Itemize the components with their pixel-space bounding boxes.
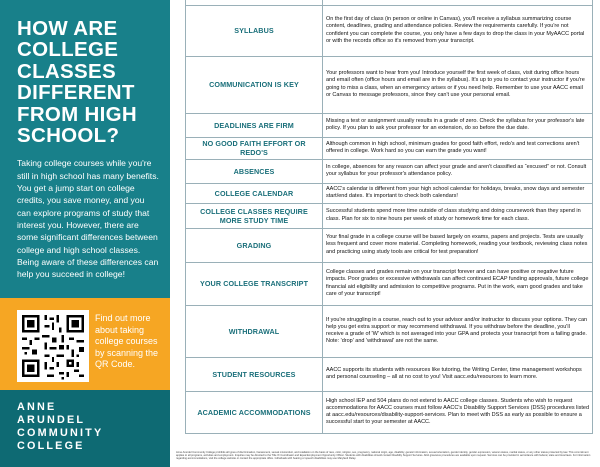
- table-row: [186, 159, 593, 183]
- row-topic: STUDENT RESOURCES: [186, 357, 323, 391]
- logo-line: COLLEGE: [17, 439, 85, 452]
- differences-table: [185, 0, 593, 434]
- table-row: [186, 305, 593, 357]
- logo-line: ARUNDEL: [17, 413, 86, 426]
- table-row: [186, 203, 593, 228]
- table-row: [186, 5, 593, 56]
- table-row: [186, 183, 593, 203]
- qr-code-graphic: [17, 310, 89, 382]
- intro-paragraph: Taking college courses while you're still in high school has many benefits. You get a jump start on college credits, you save money, and you can explore programs of study that interest you. However, there are some significant differences between college and high school classes. Being aware of these differences can help you succeed in college!: [17, 158, 159, 280]
- row-topic: ACADEMIC ACCOMMODATIONS: [186, 391, 323, 433]
- row-description: Successful students spend more time outside of class studying and doing coursework than they spend in class. Plan for six to nine hours per week of study or homework time for each class.: [323, 203, 593, 228]
- row-description: Your professors want to hear from you! Introduce yourself the first week of class, visit during office hours and email often (office hours and email are in the syllabus). It's up to you to contact your instructor if you're going to miss a class, when an emergency arises or if you need help. Remember to use your AACC email or Canvas to message professors, since they can't use your personal email.: [323, 56, 593, 113]
- row-description: High school IEP and 504 plans do not extend to AACC college classes. Students who wish to request accommodations for AACC courses must follow AACC's Disability Support Services (DSS) procedures listed at aacc.edu/resources/disability-support-services. Plan to meet with DSS as early as possible to ensure a successful start to your semester at AACC.: [323, 391, 593, 433]
- row-description: In college, absences for any reason can affect your grade and aren't classified as “excused” or not. Consult your syllabus for your professor's attendance policy.: [323, 159, 593, 183]
- row-description: AACC supports its students with resources like tutoring, the Writing Center, time management workshops and personal counseling – all at no cost to you! Visit aacc.edu/resources to learn more.: [323, 357, 593, 391]
- differences-table-wrapper: [185, 0, 593, 434]
- intro-block: [0, 0, 170, 298]
- title-line: CLASSES: [17, 59, 116, 83]
- table-row: [186, 56, 593, 113]
- logo-line: ANNE: [17, 401, 57, 413]
- table-row: [186, 391, 593, 433]
- table-row: [186, 137, 593, 159]
- row-topic: GRADING: [186, 228, 323, 262]
- title-line: FROM HIGH: [17, 102, 137, 126]
- row-topic: COMMUNICATION IS KEY: [186, 56, 323, 113]
- row-description: Although common in high school, minimum grades for good faith effort, redo's and test corrections aren't offered in college. Work hard so you can earn the grade you want!: [323, 137, 593, 159]
- table-row: [186, 228, 593, 262]
- left-panel: [0, 0, 178, 467]
- row-topic: SYLLABUS: [186, 5, 323, 56]
- table-row: [186, 357, 593, 391]
- legal-fine-print: Anne Arundel Community College prohibits all types of discrimination, harassment, sexual misconduct, and retaliation on the basis of race, color, religion, sex, pregnancy, national origin, age, disability, genetic information, sexual orientation, gender identity, gender expression, veteran status, marital status, or any other status protected by law. This commitment applies to all programs, activities and employment. Inquiries may be directed to the Title IX Coordinator and Equal Employment Opportunity Officer. Students with disabilities should contact Disability Support Services. ADA grievance procedures are available upon request. Services can be provided in accordance with federal, state and local laws. For information regarding accommodations, visit the college website or contact the appropriate office. Individuals with hearing or speech disabilities may use Maryland Relay.: [176, 451, 591, 461]
- title-line: SCHOOL?: [17, 124, 120, 148]
- row-description: AACC's calendar is different from your high school calendar for holidays, breaks, snow days and semester start/end dates. It's important to check both calendars!: [323, 183, 593, 203]
- row-topic: NO GOOD FAITH EFFORT OR REDO'S: [186, 137, 323, 159]
- row-description: College classes and grades remain on your transcript forever and can have positive or negative future impacts. Poor grades or excessive withdrawals can affect continued ECAP funding approvals, future college financial aid eligibility and admission to competitive programs. Put in the work, earn good grades and take care of your transcript!: [323, 262, 593, 305]
- title-line: HOW ARE: [17, 17, 118, 40]
- logo-line: COMMUNITY: [17, 426, 104, 439]
- row-description: If you're struggling in a course, reach out to your advisor and/or instructor to discuss your options. They can help you get extra support or may recommend withdrawal. If you withdraw before the deadline, you'll receive a grade of 'W' which is not averaged into your GPA and protects your transcript from a failing grade. Note: 'drop' and 'withdrawal' are not the same.: [323, 305, 593, 357]
- row-topic: YOUR COLLEGE TRANSCRIPT: [186, 262, 323, 305]
- qr-code-icon[interactable]: [17, 310, 89, 382]
- qr-block: [0, 298, 170, 390]
- title-line: COLLEGE: [17, 38, 119, 62]
- row-description: On the first day of class (in person or online in Canvas), you'll receive a syllabus summarizing course content, deadlines, grading and attendance policies. Review the requirements carefully. If you're not confident you can complete the course, you only have a few days to drop the class in your MyAACC portal or with the records office so it's removed from your transcript.: [323, 5, 593, 56]
- title-line: DIFFERENT: [17, 81, 135, 105]
- row-description: Your final grade in a college course will be based largely on exams, papers and projects. Tests are usually less frequent and cover more material. Completing homework, reading your textbook, reviewing class notes and practicing using study tools are critical for test preparation!: [323, 228, 593, 262]
- table-row: [186, 113, 593, 137]
- row-description: Missing a test or assignment usually results in a grade of zero. Check the syllabus for your professor's late policy. If you plan to ask your professor for an extension, do so before the due date.: [323, 113, 593, 137]
- page-title: [17, 18, 167, 146]
- row-topic: COLLEGE CALENDAR: [186, 183, 323, 203]
- logo-text: [17, 401, 103, 453]
- row-topic: COLLEGE CLASSES REQUIRE MORE STUDY TIME: [186, 203, 323, 228]
- table-row: [186, 262, 593, 305]
- qr-caption: Find out more about taking college courses by scanning the QR Code.: [95, 313, 159, 370]
- row-topic: DEADLINES ARE FIRM: [186, 113, 323, 137]
- college-logo: [0, 390, 170, 467]
- row-topic: WITHDRAWAL: [186, 305, 323, 357]
- row-topic: ABSENCES: [186, 159, 323, 183]
